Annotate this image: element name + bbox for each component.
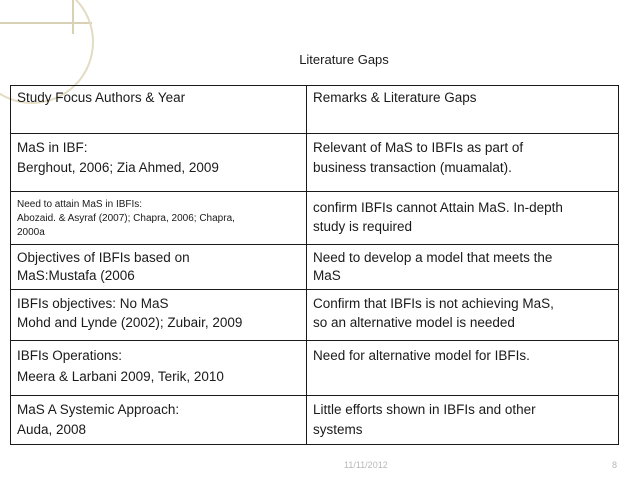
footer-date: 11/11/2012	[344, 460, 388, 470]
cell-line: confirm IBFIs cannot Attain MaS. In-depth	[313, 200, 563, 215]
cell-line: Confirm that IBFIs is not achieving MaS,	[313, 296, 554, 311]
table-row	[11, 192, 619, 245]
cell-line: Mohd and Lynde (2002); Zubair, 2009	[17, 315, 243, 330]
cell-line: Abozaid. & Asyraf (2007); Chapra, 2006; Chapra,	[17, 213, 235, 224]
cell-line: Objectives of IBFIs based on	[17, 250, 190, 265]
cell-line: IBFIs Operations:	[17, 348, 123, 363]
table-row	[11, 341, 619, 396]
cell-line: IBFIs objectives: No MaS	[17, 296, 169, 311]
cell-line: so an alternative model is needed	[313, 315, 515, 330]
header-remarks: Remarks & Literature Gaps	[307, 86, 619, 134]
remarks-cell	[307, 396, 619, 445]
cell-line: MaS	[313, 268, 341, 283]
cell-line: study is required	[313, 219, 413, 234]
cell-line: MaS:Mustafa (2006	[17, 268, 135, 283]
remarks-cell	[307, 134, 619, 192]
study-cell	[11, 192, 307, 245]
table-row	[11, 396, 619, 445]
study-cell	[11, 134, 307, 192]
remarks-cell	[307, 245, 619, 290]
remarks-cell	[307, 341, 619, 396]
cell-line: systems	[313, 422, 363, 437]
cell-line: Little efforts shown in IBFIs and other	[313, 402, 536, 417]
table-header-row	[11, 86, 619, 134]
study-cell	[11, 341, 307, 396]
cell-line: Meera & Larbani 2009, Terik, 2010	[17, 369, 224, 384]
cell-line: Need to attain MaS in IBFIs:	[17, 199, 143, 210]
cell-line: MaS in IBF:	[17, 140, 88, 155]
cell-line: Auda, 2008	[17, 422, 87, 437]
remarks-cell	[307, 290, 619, 341]
cell-line: Berghout, 2006; Zia Ahmed, 2009	[17, 160, 219, 175]
cell-line: MaS A Systemic Approach:	[17, 402, 180, 417]
header-study-focus: Study Focus Authors & Year	[11, 86, 307, 134]
cell-line: business transaction (muamalat).	[313, 160, 512, 175]
table-row	[11, 134, 619, 192]
cell-line: Need to develop a model that meets the	[313, 250, 553, 265]
cell-line: Need for alternative model for IBFIs.	[313, 348, 530, 363]
cell-line: 2000a	[17, 227, 45, 238]
slide-title: Literature Gaps	[299, 52, 389, 67]
remarks-cell	[307, 192, 619, 245]
table-row	[11, 245, 619, 290]
table-row	[11, 290, 619, 341]
cell-line: Relevant of MaS to IBFIs as part of	[313, 140, 524, 155]
study-cell	[11, 290, 307, 341]
study-cell	[11, 396, 307, 445]
page-number: 8	[612, 460, 618, 470]
study-cell	[11, 245, 307, 290]
literature-gaps-table	[10, 85, 619, 445]
